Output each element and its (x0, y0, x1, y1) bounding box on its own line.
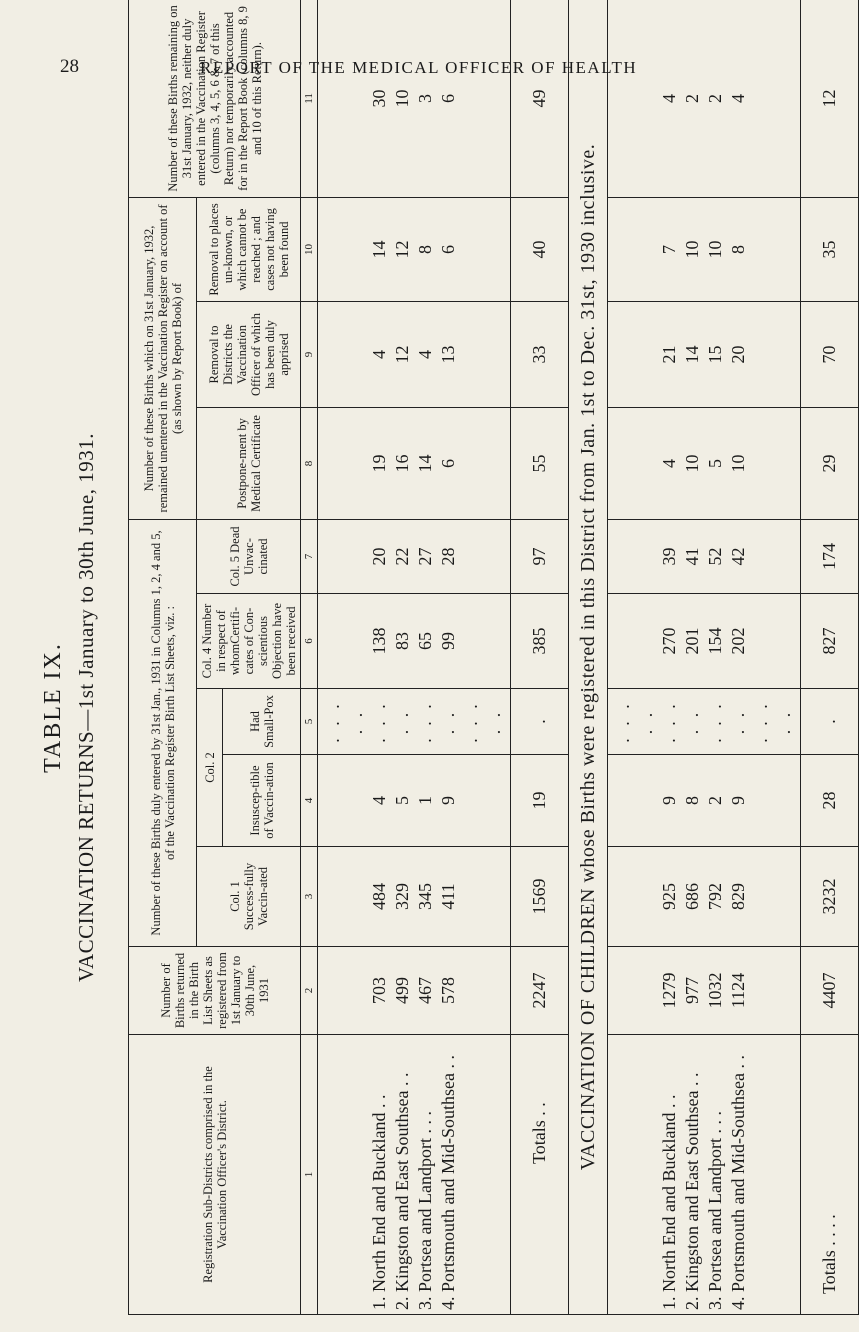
total-removal-unknown: 40 (511, 197, 569, 301)
value: 4 (728, 93, 748, 103)
districts-header: Registration Sub-Districts comprised in the Vaccination Officer's District. (129, 1035, 301, 1315)
smallpox-cell (318, 689, 511, 755)
value: 12 (392, 240, 412, 259)
value: 22 (392, 547, 412, 566)
vaccination-returns-table (128, 0, 859, 1315)
column-number: 7 (301, 519, 318, 593)
total-vaccinated: 3232 (801, 847, 859, 947)
value: 270 (659, 627, 679, 655)
value: 6 (438, 93, 458, 103)
column-number: 2 (301, 947, 318, 1035)
section-heading-row (569, 0, 608, 1315)
value: 10 (682, 240, 702, 259)
total-removal-districts: 70 (801, 301, 859, 407)
value: 6 (438, 458, 458, 468)
column-number: 9 (301, 301, 318, 407)
value: 792 (705, 883, 725, 910)
total-smallpox: . (801, 689, 859, 755)
totals-label: Totals . . (511, 1035, 569, 1315)
table-row (608, 0, 801, 1315)
insusceptible-cell (608, 755, 801, 847)
not-entered-cell (608, 0, 801, 197)
value: 10 (728, 454, 748, 473)
dots: . . . . . (461, 700, 504, 743)
value: 499 (392, 977, 412, 1004)
value: 6 (438, 244, 458, 254)
removal-districts-header: Removal to Districts the Vaccination Officer of which has been duly apprised (197, 301, 301, 407)
district-names-cell (608, 1035, 801, 1315)
postponed-cell (318, 407, 511, 519)
postponed-header: Postpone-ment by Medical Certificate (197, 407, 301, 519)
value: 28 (438, 547, 458, 566)
value: 2 (705, 93, 725, 103)
value: 20 (369, 547, 389, 566)
total-insusceptible: 19 (511, 755, 569, 847)
value: 52 (705, 547, 725, 566)
value: 829 (728, 883, 748, 910)
dots: . . . . . (369, 700, 412, 743)
value: 65 (415, 632, 435, 650)
column-number: 8 (301, 407, 318, 519)
col1-header (197, 847, 301, 947)
col2b-header: Had Small-Pox (223, 689, 301, 755)
district-name: 2. Kingston and East Southsea . . (682, 1072, 702, 1310)
value: 345 (415, 883, 435, 910)
value: 15 (705, 345, 725, 364)
total-births: 4407 (801, 947, 859, 1035)
value: 467 (415, 977, 435, 1004)
dots: . . . . . (751, 700, 794, 743)
totals-label: Totals . . . . (801, 1035, 859, 1315)
district-name: 1. North End and Buckland . . (659, 1094, 679, 1310)
page-number: 28 (60, 56, 79, 77)
table-row (318, 0, 511, 1315)
total-smallpox: . (511, 689, 569, 755)
births-cell (318, 947, 511, 1035)
column-number: 1 (301, 1035, 318, 1315)
total-not-entered: 12 (801, 0, 859, 197)
conscientious-cell (318, 594, 511, 689)
insusceptible-cell (318, 755, 511, 847)
value: 925 (659, 883, 679, 910)
dots: . . . . . (323, 700, 366, 743)
column-number: 4 (301, 755, 318, 847)
column-number: 10 (301, 197, 318, 301)
value: 2 (682, 93, 702, 103)
value: 30 (369, 89, 389, 108)
col2-group-header: Col. 2 (197, 689, 223, 847)
value: 20 (728, 345, 748, 364)
entered-group-header: Number of these Births duly entered by 31st Jan., 1931 in Columns 1, 2, 4 and 5, of the Vaccination Register Birth List Sheets, viz. : (129, 519, 197, 946)
value: 42 (728, 547, 748, 566)
not-entered-cell (318, 0, 511, 197)
value: 5 (392, 796, 412, 805)
col5-header: Col. 5 Dead Unvac-cinated (197, 519, 301, 593)
value: 41 (682, 547, 702, 566)
col4-header: Col. 4 Number in respect of whomCertifi-cates of Con-scientious Objection have been received (197, 594, 301, 689)
value: 14 (369, 240, 389, 259)
not-entered-header: Number of these Births remaining on 31st January, 1932, neither duly entered in the Vaccination Register (columns 3, 4, 5, 6 & 7 of this Return) nor temporarily accounted for in the Report Book (columns 8, 9 and 10 of this Return). (129, 0, 301, 197)
value: 9 (438, 796, 458, 805)
births-header: Number of Births returned in the Birth List Sheets as registered from 1st January to 30th June, 1931 (129, 947, 301, 1035)
value: 484 (369, 883, 389, 910)
value: 10 (682, 454, 702, 473)
value: 686 (682, 883, 702, 910)
value: 21 (659, 345, 679, 364)
dead-cell (318, 519, 511, 593)
value: 14 (415, 454, 435, 473)
total-vaccinated: 1569 (511, 847, 569, 947)
conscientious-cell (608, 594, 801, 689)
unentered-group-header: Number of these Births which on 31st January, 1932, remained unentered in the Vaccination Register on account of (as shown by Report Book) of (129, 197, 197, 519)
table-subtitle: VACCINATION RETURNS—1st January to 30th June, 1931. (74, 433, 98, 982)
district-name: 2. Kingston and East Southsea . . (392, 1072, 412, 1310)
value: 19 (369, 454, 389, 473)
value: 10 (705, 240, 725, 259)
district-name: 3. Portsea and Landport . . . (415, 1111, 435, 1310)
totals-row (511, 0, 569, 1315)
value: 4 (415, 349, 435, 359)
district-name: 4. Portsmouth and Mid-Southsea . . (728, 1055, 748, 1310)
dots: . . . . . (613, 700, 656, 743)
value: 8 (728, 244, 748, 254)
dots: . . . . . (415, 700, 458, 743)
value: 3 (415, 93, 435, 103)
value: 1279 (659, 972, 679, 1009)
district-name: 3. Portsea and Landport . . . (705, 1111, 725, 1310)
total-dead: 174 (801, 519, 859, 593)
district-name: 4. Portsmouth and Mid-Southsea . . (438, 1055, 458, 1310)
running-title: REPORT OF THE MEDICAL OFFICER OF HEALTH (200, 58, 638, 77)
column-number: 3 (301, 847, 318, 947)
value: 39 (659, 547, 679, 566)
district-name: 1. North End and Buckland . . (369, 1094, 389, 1310)
total-dead: 97 (511, 519, 569, 593)
value: 1 (415, 796, 435, 805)
value: 201 (682, 627, 702, 655)
total-conscientious: 827 (801, 594, 859, 689)
postponed-cell (608, 407, 801, 519)
total-postponed: 55 (511, 407, 569, 519)
removal-unknown-cell (318, 197, 511, 301)
total-removal-districts: 33 (511, 301, 569, 407)
total-conscientious: 385 (511, 594, 569, 689)
value: 7 (659, 244, 679, 254)
vaccinated-cell (318, 847, 511, 947)
value: 4 (369, 796, 389, 805)
value: 83 (392, 632, 412, 650)
value: 14 (682, 345, 702, 364)
total-births: 2247 (511, 947, 569, 1035)
dots: . . . . . (659, 700, 702, 743)
value: 411 (438, 883, 458, 910)
value: 99 (438, 632, 458, 650)
value: 138 (369, 627, 389, 655)
district-names-cell (318, 1035, 511, 1315)
value: 8 (415, 244, 435, 254)
value: 703 (369, 977, 389, 1004)
vaccinated-cell (608, 847, 801, 947)
col2a-header: Insuscep-tible of Vaccin-ation (223, 755, 301, 847)
removal-unknown-header: Removal to places un-known, or which cannot be reached ; and cases not having been found (197, 197, 301, 301)
removal-unknown-cell (608, 197, 801, 301)
value: 27 (415, 547, 435, 566)
col1-label: Success-fully Vaccin-ated (241, 862, 270, 931)
total-postponed: 29 (801, 407, 859, 519)
total-removal-unknown: 35 (801, 197, 859, 301)
value: 13 (438, 345, 458, 364)
value: 977 (682, 977, 702, 1004)
value: 5 (705, 458, 725, 468)
table-title: TABLE IX. (40, 642, 66, 773)
value: 202 (728, 627, 748, 655)
value: 154 (705, 627, 725, 655)
dots: . . . . . (705, 700, 748, 743)
column-number: 6 (301, 594, 318, 689)
value: 2 (705, 796, 725, 805)
column-number: 5 (301, 689, 318, 755)
value: 8 (682, 796, 702, 805)
column-number: 11 (301, 0, 318, 197)
value: 9 (659, 796, 679, 805)
smallpox-cell (608, 689, 801, 755)
value: 12 (392, 345, 412, 364)
total-not-entered: 49 (511, 0, 569, 197)
value: 1032 (705, 972, 725, 1009)
value: 329 (392, 883, 412, 910)
removal-districts-cell (608, 301, 801, 407)
value: 578 (438, 977, 458, 1004)
births-cell (608, 947, 801, 1035)
removal-districts-cell (318, 301, 511, 407)
value: 4 (369, 349, 389, 359)
value: 9 (728, 796, 748, 805)
value: 4 (659, 458, 679, 468)
column-number-row (301, 0, 318, 1315)
value: 10 (392, 89, 412, 108)
value: 16 (392, 454, 412, 473)
totals-row (801, 0, 859, 1315)
section-heading: VACCINATION OF CHILDREN whose Births were registered in this District from Jan. 1st to Dec. 31st, 1930 inclusive. (569, 0, 608, 1315)
dead-cell (608, 519, 801, 593)
total-insusceptible: 28 (801, 755, 859, 847)
value: 4 (659, 93, 679, 103)
col1-group-label: Col. 1 (227, 881, 242, 912)
value: 1124 (728, 972, 748, 1009)
